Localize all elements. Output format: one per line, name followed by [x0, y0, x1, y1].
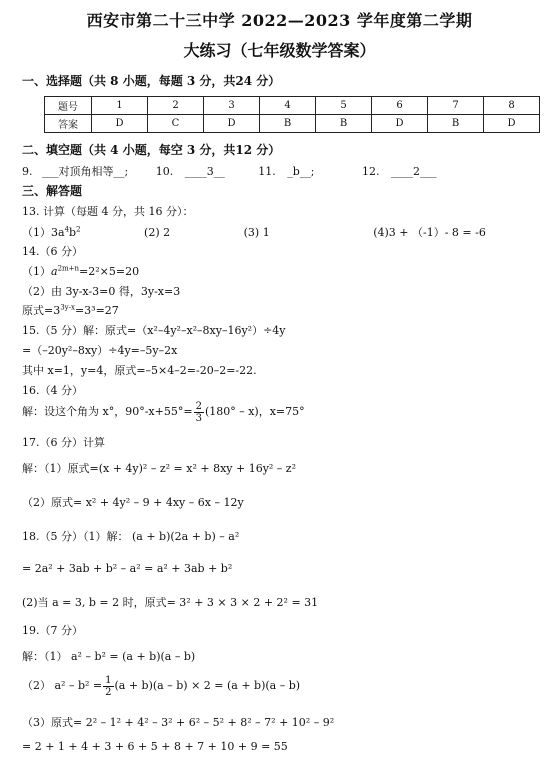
- table-cell: C: [148, 115, 204, 133]
- q18-line-2: = 2a² + 3ab + b² – a² = a² + 3ab + b²: [22, 562, 233, 575]
- table-cell: B: [428, 115, 484, 133]
- q19-line-4: = 2 + 1 + 4 + 3 + 6 + 5 + 8 + 7 + 10 + 9 = 55: [22, 740, 288, 753]
- page-title: 西安市第二十三中学 2022—2023 学年度第二学期: [86, 11, 473, 30]
- table-cell: B: [260, 115, 316, 133]
- section-1-heading: 一、选择题（共 8 小题，每题 3 分，共24 分）: [22, 74, 281, 88]
- q19-line-2: （2） a² – b² = $\frac{1}{2}$ (a + b)(a – b) × 2 = (a + b)(a – b): [22, 674, 301, 698]
- q10-number: 10.: [155, 165, 174, 178]
- q17-title: 17.（6 分）计算: [22, 436, 105, 449]
- q16-solution: 解：设这个角为 x°，90°-x+55°= $\frac{2}{3}$ (180° – x)，x=75°: [22, 400, 305, 424]
- table-cell: B: [316, 115, 372, 133]
- table-cell: D: [92, 115, 148, 133]
- q14-title: 14.（6 分）: [22, 245, 83, 258]
- q14-line-3: 原式$=3^{3y-x}=3^3=27$: [22, 303, 119, 317]
- table-cell: 1: [92, 97, 148, 115]
- q15-line-3: 其中 x=1，y=4，原式=–5×4–2=-20–2=-22.: [22, 364, 257, 377]
- page-subtitle: 大练习（七年级数学答案）: [183, 41, 376, 60]
- q19-title: 19.（7 分）: [22, 624, 83, 637]
- table-cell: 5: [316, 97, 372, 115]
- fraction: $\frac{1}{2}$: [105, 674, 112, 698]
- fraction: $\frac{2}{3}$: [195, 400, 202, 424]
- row-label-answer: 答案: [45, 115, 92, 133]
- q15-line-2: =（–20y²–8xy）÷4y=–5y–2x: [22, 344, 178, 357]
- multiple-choice-answer-table: [44, 96, 540, 133]
- fill-in-answers-row: [22, 163, 436, 179]
- q13-answer-3: (3) 1: [243, 226, 270, 239]
- q19-line-3: （3）原式= 2² – 1² + 4² – 3² + 6² – 5² + 8² – 7² + 10² – 9²: [22, 716, 335, 729]
- q14-line-1: $(1)a^{2m+n}=2^2\times 5=20$: [22, 264, 140, 278]
- table-cell: 4: [260, 97, 316, 115]
- table-cell: 2: [148, 97, 204, 115]
- q18-line-3: (2)当 a = 3, b = 2 时，原式= 3² + 3 × 3 × 2 + 2² = 31: [22, 596, 319, 609]
- q10-answer: ____3__: [184, 165, 225, 178]
- q13-answer-1: $(1)3a^4b^2$: [22, 225, 81, 239]
- q13-title: 13. 计算（每题 4 分，共 16 分）：: [22, 205, 194, 218]
- q12-answer: ____2___: [390, 165, 437, 178]
- q11-number: 11.: [258, 165, 276, 178]
- table-cell: 3: [204, 97, 260, 115]
- q9-answer: ___对顶角相等__;: [42, 165, 129, 178]
- table-cell: 6: [372, 97, 428, 115]
- q12-number: 12.: [361, 165, 380, 178]
- table-cell: D: [372, 115, 428, 133]
- table-cell: D: [484, 115, 540, 133]
- q19-line-1: 解：（1） a² – b² = (a + b)(a – b): [22, 650, 196, 663]
- q11-answer: _b__;: [287, 165, 315, 178]
- q13-answer-4: (4)3 + （-1）- 8 = -6: [373, 226, 486, 239]
- q16-title: 16.（4 分）: [22, 384, 83, 397]
- q17-line-1: 解：（1）原式=(x + 4y)² – z² = x² + 8xy + 16y² – z²: [22, 462, 297, 475]
- table-row-numbers: [45, 97, 540, 115]
- table-cell: 8: [484, 97, 540, 115]
- q13-answers-row: [22, 224, 486, 240]
- table-row-answers: [45, 115, 540, 133]
- q9-number: 9.: [22, 165, 33, 178]
- q14-line-2: （2）由 3y-x-3=0 得，3y-x=3: [22, 285, 181, 298]
- q15-title: 15.（5 分）解：原式=（x²–4y²–x²–8xy–16y²）÷4y: [22, 324, 286, 337]
- q17-line-2: （2）原式= x² + 4y² – 9 + 4xy – 6x – 12y: [22, 496, 244, 509]
- table-cell: 7: [428, 97, 484, 115]
- q13-answer-2: (2) 2: [144, 226, 171, 239]
- table-cell: D: [204, 115, 260, 133]
- q18-title: 18.（5 分）（1）解： (a + b)(2a + b) – a²: [22, 530, 240, 543]
- section-3-heading: 三、解答题: [22, 184, 83, 198]
- section-2-heading: 二、填空题（共 4 小题，每空 3 分，共12 分）: [22, 143, 281, 157]
- row-label-number: 题号: [45, 97, 92, 115]
